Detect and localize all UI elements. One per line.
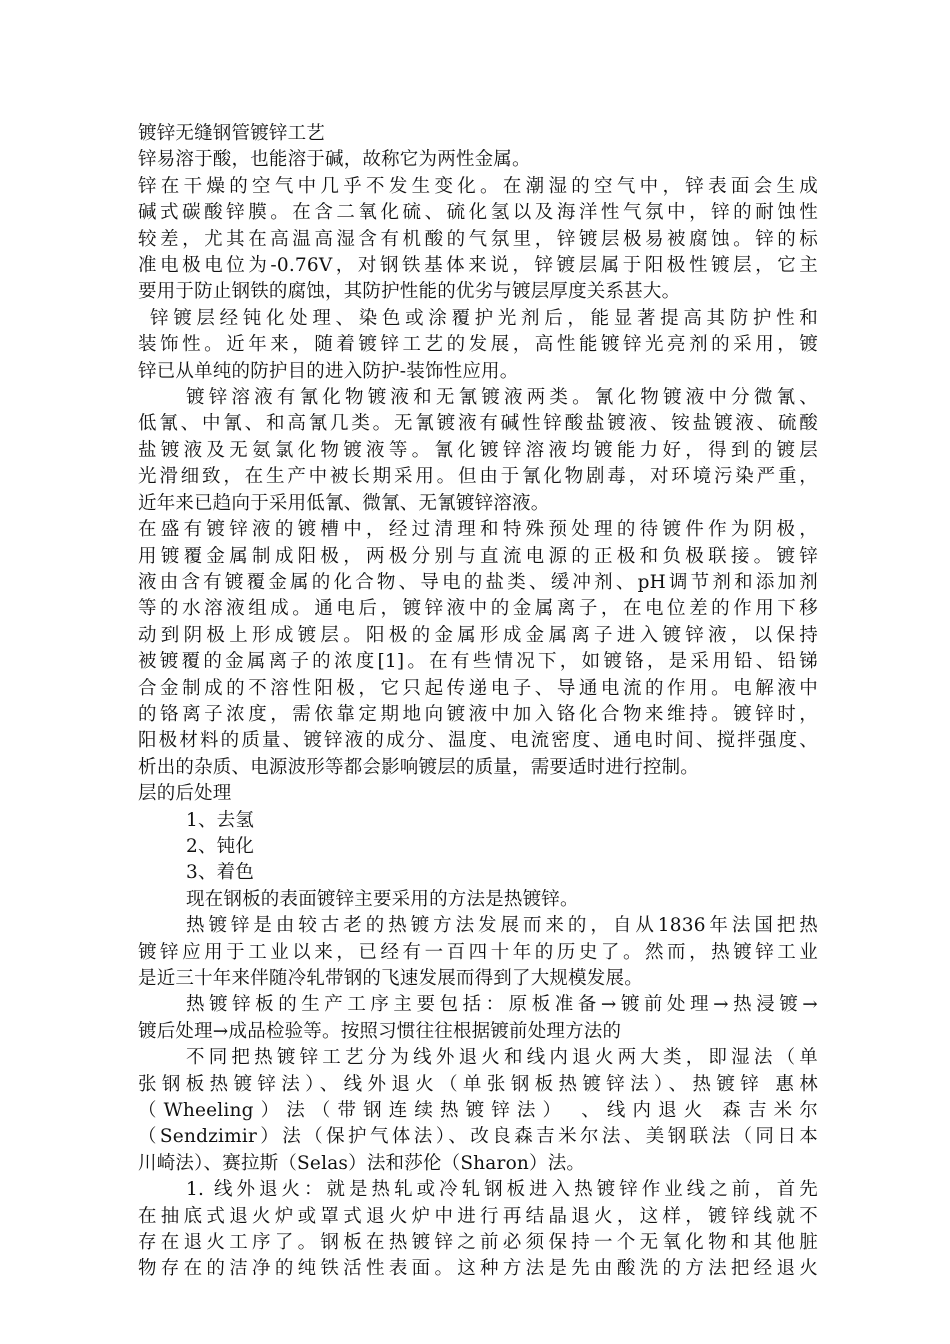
text-line: 锌易溶于酸，也能溶于碱，故称它为两性金属。 — [138, 149, 531, 171]
text-line: 析出的杂质、电源波形等都会影响镀层的质量，需要适时进行控制。 — [138, 756, 700, 778]
text-line: 光滑细致，在生产中被长期采用。但由于氰化物剧毒，对环境污染严重， — [138, 466, 818, 488]
text-line: 3、着色 — [186, 862, 255, 884]
text-line: 的铬离子浓度，需依靠定期地向镀液中加入铬化合物来维持。镀锌时， — [138, 703, 818, 725]
paragraph — [138, 781, 818, 807]
text-line: 镀后处理→成品检验等。按照习惯往往根据镀前处理方法的 — [138, 1020, 622, 1042]
text-line: 热镀锌板的生产工序主要包括：原板准备→镀前处理→热浸镀→ — [186, 994, 818, 1016]
text-line: 锌镀层经钝化处理、染色或涂覆护光剂后，能显著提高其防护性和 — [150, 307, 818, 329]
paragraph — [138, 385, 818, 517]
text-line: 1、去氢 — [186, 809, 255, 831]
text-line: 碱式碳酸锌膜。在含二氧化硫、硫化氢以及海洋性气氛中，锌的耐蚀性 — [138, 202, 818, 224]
document-page — [138, 121, 818, 1283]
text-line: 在抽底式退火炉或罩式退火炉中进行再结晶退火，这样，镀锌线就不 — [138, 1205, 818, 1227]
text-line: 是近三十年来伴随冷轧带钢的飞速发展而得到了大规模发展。 — [138, 968, 643, 989]
paragraph — [138, 517, 818, 781]
document-title: 镀锌无缝钢管镀锌工艺 — [138, 123, 326, 144]
text-line: 合金制成的不溶性阳极，它只起传递电子、导通电流的作用。电解液中 — [138, 677, 818, 699]
text-line: （Sendzimir）法（保护气体法）、改良森吉米尔法、美钢联法（同日本 — [138, 1126, 818, 1148]
paragraph — [138, 1177, 818, 1283]
paragraph — [138, 808, 818, 834]
paragraph — [138, 992, 818, 1045]
text-line: 1. 线外退火：就是热轧或冷轧钢板进入热镀锌作业线之前，首先 — [186, 1179, 818, 1201]
text-line: 在盛有镀锌液的镀槽中，经过清理和特殊预处理的待镀件作为阴极， — [138, 519, 818, 541]
text-line: 层的后处理 — [138, 783, 232, 805]
text-line: 现在钢板的表面镀锌主要采用的方法是热镀锌。 — [186, 888, 579, 910]
text-line: 近年来已趋向于采用低氰、微氰、无氰镀锌溶液。 — [138, 492, 550, 514]
document-body — [138, 147, 818, 1282]
text-line: 物存在的洁净的纯铁活性表面。这种方法是先由酸洗的方法把经退火 — [138, 1258, 818, 1280]
paragraph — [138, 1045, 818, 1177]
text-line: 等的水溶液组成。通电后，镀锌液中的金属离子，在电位差的作用下移 — [138, 598, 818, 620]
text-line: 被镀覆的金属离子的浓度[1]。在有些情况下，如镀铬，是采用铅、铅锑 — [138, 651, 818, 673]
text-line: 准电极电位为-0.76V，对钢铁基体来说，锌镀层属于阳极性镀层，它主 — [138, 255, 818, 277]
text-line: 要用于防止钢铁的腐蚀，其防护性能的优劣与镀层厚度关系甚大。 — [138, 281, 681, 303]
text-line: 存在退火工序了。钢板在热镀锌之前必须保持一个无氧化物和其他脏 — [138, 1232, 818, 1254]
text-line: 2、钝化 — [186, 835, 255, 857]
paragraph — [138, 860, 818, 886]
text-line: 锌已从单纯的防护目的进入防护-装饰性应用。 — [138, 360, 519, 382]
paragraph — [138, 306, 818, 385]
text-line: 盐镀液及无氨氯化物镀液等。氰化镀锌溶液均镀能力好，得到的镀层 — [138, 439, 818, 461]
paragraph — [138, 174, 818, 306]
text-line: 较差，尤其在高温高湿含有机酸的气氛里，锌镀层极易被腐蚀。锌的标 — [138, 228, 818, 250]
paragraph — [138, 147, 818, 173]
text-line: 热镀锌是由较古老的热镀方法发展而来的，自从1836年法国把热 — [186, 915, 818, 937]
paragraph — [138, 834, 818, 860]
paragraph — [138, 887, 818, 913]
text-line: 液由含有镀覆金属的化合物、导电的盐类、缓冲剂、pH调节剂和添加剂 — [138, 571, 818, 593]
text-line: （Wheeling）法（带钢连续热镀锌法） 、线内退火 森吉米尔 — [138, 1100, 818, 1122]
paragraph — [138, 913, 818, 992]
text-line: 川崎法）、赛拉斯（Selas）法和莎伦（Sharon）法。 — [138, 1152, 586, 1174]
text-line: 用镀覆金属制成阳极，两极分别与直流电源的正极和负极联接。镀锌 — [138, 545, 818, 567]
text-line: 镀锌溶液有氰化物镀液和无氰镀液两类。氰化物镀液中分微氰、 — [186, 387, 818, 409]
text-line: 锌在干燥的空气中几乎不发生变化。在潮湿的空气中，锌表面会生成 — [138, 175, 818, 197]
text-line: 装饰性。近年来，随着镀锌工艺的发展，高性能镀锌光亮剂的采用，镀 — [138, 334, 818, 356]
text-line: 低氰、中氰、和高氰几类。无氰镀液有碱性锌酸盐镀液、铵盐镀液、硫酸 — [138, 413, 818, 435]
text-line: 阳极材料的质量、镀锌液的成分、温度、电流密度、通电时间、搅拌强度、 — [138, 730, 818, 752]
text-line: 不同把热镀锌工艺分为线外退火和线内退火两大类，即湿法（单 — [186, 1047, 818, 1069]
text-line: 张钢板热镀锌法）、线外退火（单张钢板热镀锌法）、热镀锌 惠林 — [138, 1073, 818, 1095]
text-line: 镀锌应用于工业以来，已经有一百四十年的历史了。然而，热镀锌工业 — [138, 941, 818, 963]
text-line: 动到阴极上形成镀层。阳极的金属形成金属离子进入镀锌液，以保持 — [138, 624, 818, 646]
